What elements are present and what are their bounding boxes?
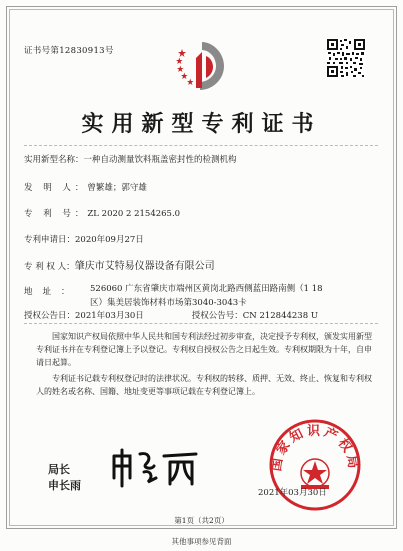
field-label: 专利申请日： bbox=[24, 235, 76, 245]
qr-code-icon bbox=[326, 38, 366, 78]
certificate-number: 证书号第12830913号 bbox=[24, 46, 114, 56]
field-value: 曾繁雄；郭守雄 bbox=[87, 183, 147, 193]
grant-date-label: 授权公告日： bbox=[24, 311, 76, 321]
address-value: 526060 广东省肇庆市端州区黄岗北路西侧蓝田路南侧（1 18区）集美居装饰材料市场第3040-3043卡 bbox=[90, 284, 323, 308]
divider bbox=[24, 145, 378, 146]
official-seal-icon bbox=[265, 415, 365, 515]
field-value: 一种自动测量饮料瓶盖密封性的检测机构 bbox=[83, 155, 237, 165]
director-name: 申长雨 bbox=[48, 479, 81, 492]
patentee-row bbox=[24, 257, 215, 272]
field-value: ZL 2020 2 2154265.0 bbox=[87, 209, 181, 219]
page-number: 第1页（共2页） bbox=[174, 516, 229, 525]
director-signature-icon bbox=[108, 448, 203, 488]
grant-row bbox=[24, 309, 318, 321]
field-label: 专 利 号： bbox=[24, 209, 88, 219]
legal-status-paragraph: 专利证书记载专利权登记时的法律状况。专利权的转移、质押、无效、终止、恢复和专利权人的姓名或名称、国籍、地址变更等事项记载在专利登记簿上。 bbox=[36, 374, 372, 396]
patent-number-row bbox=[24, 207, 180, 219]
document-title: 实用新型专利证书 bbox=[81, 111, 322, 137]
director-title: 局长 bbox=[48, 463, 70, 476]
address-label: 地址： bbox=[24, 287, 80, 297]
divider bbox=[24, 323, 378, 324]
footer-note: 其他事项参见背面 bbox=[171, 537, 232, 546]
application-date-row bbox=[24, 233, 144, 245]
field-label: 发 明 人： bbox=[24, 183, 88, 193]
utility-model-name-row bbox=[24, 153, 237, 165]
field-value: 2020年09月27日 bbox=[75, 235, 144, 245]
grant-statement-paragraph: 国家知识产权局依照中华人民共和国专利法经过初步审查，决定授予专利权，颁发实用新型专利证书并在专利登记簿上予以登记。专利权自授权公告之日起生效。专利权期限为十年，自申请日起算。 bbox=[36, 332, 372, 367]
field-value: 肇庆市艾特易仪器设备有限公司 bbox=[74, 261, 215, 272]
patent-office-emblem-icon bbox=[172, 38, 236, 94]
seal-text: 国家知识产权局 bbox=[269, 424, 361, 473]
inventor-row bbox=[24, 181, 147, 193]
grant-date-value: 2021年03月30日 bbox=[75, 311, 144, 321]
seal-date: 2021年03月30日 bbox=[258, 488, 327, 498]
grant-number-label: 授权公告号： bbox=[191, 311, 243, 321]
field-label: 实用新型名称： bbox=[24, 155, 84, 165]
field-label: 专 利 权 人： bbox=[24, 262, 75, 272]
grant-number-value: CN 212844238 U bbox=[242, 311, 318, 321]
